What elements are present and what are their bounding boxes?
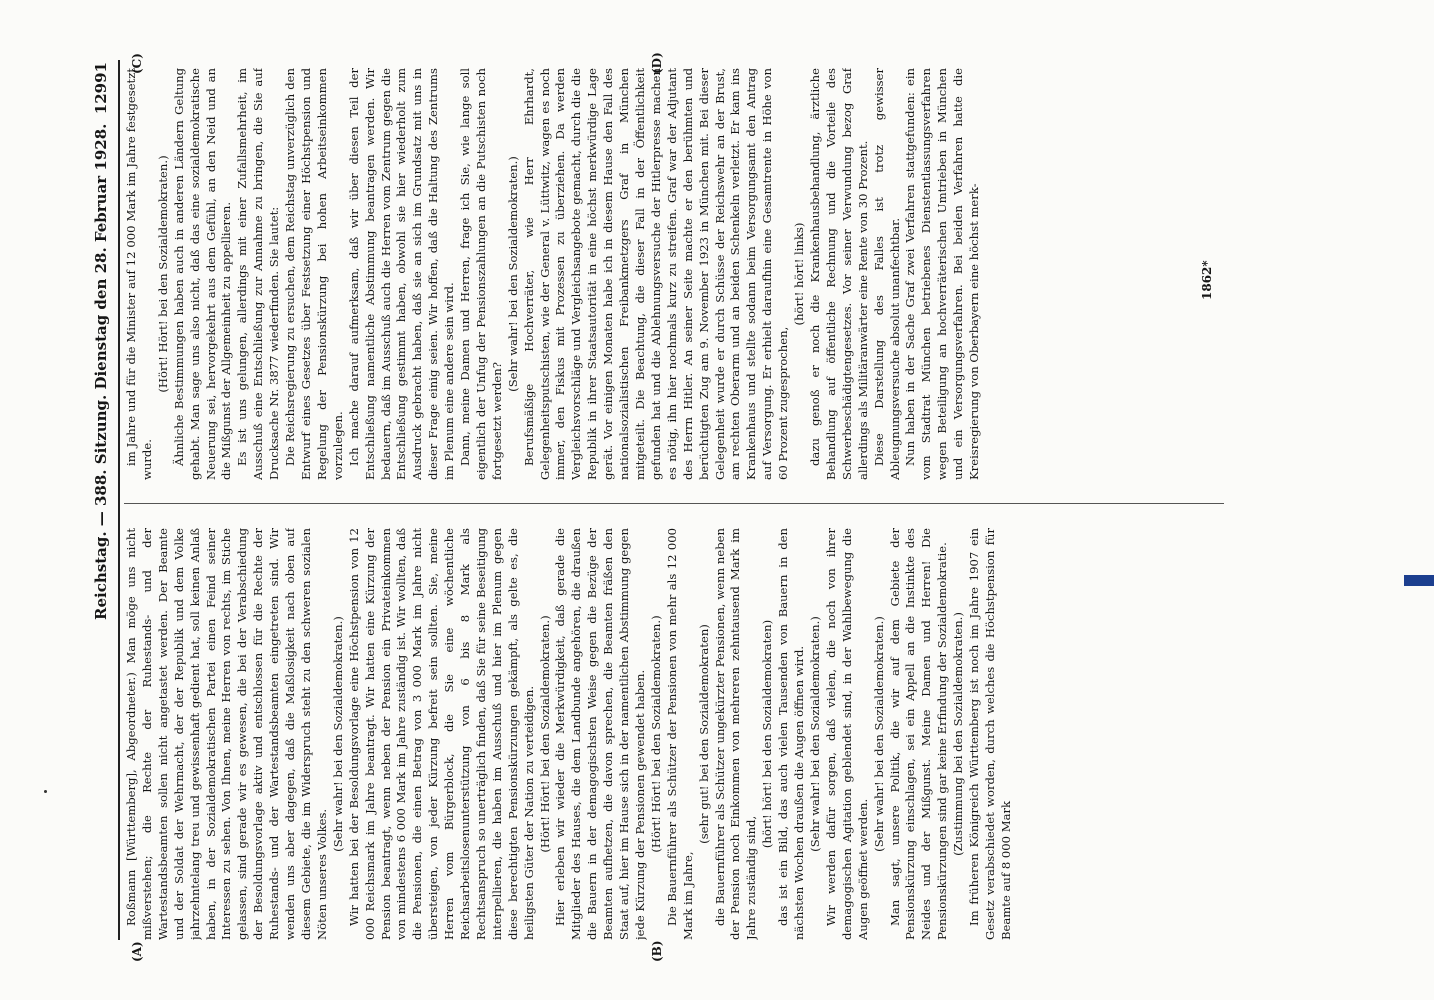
left-column-paragraph: (Sehr wahr! bei den Sozialdemokraten.)	[807, 616, 822, 852]
right-column-paragraph: Die Reichsregierung zu ersuchen, dem Reichstag unverzüglich den Entwurf eines Gesetzes über Festsetzung einer Höchstpension und Regelung der Pensionskürzung bei hohen Arbeitseinkommen vorzulegen.	[283, 68, 345, 480]
left-column-paragraph: (Zustimmung bei den Sozialdemokraten.)	[951, 612, 966, 856]
right-column-paragraph: Ähnliche Bestimmungen haben auch in anderen Ländern Geltung gehabt. Man sage uns also nicht, daß das eine sozialdemokratische Neuerung sei, hervorgekehrt aus dem Gefühl, an den Neid und an die Mißgunst der Allgemeinheit zu appellieren.	[171, 68, 234, 480]
margin-marker-a: (A)	[130, 941, 144, 962]
left-column-paragraph: die Bauernführer als Schützer ungekürzter Pensionen, wenn neben der Pension noch Einkommen von mehreren zehntausend Mark im Jahre zuständig sind,	[712, 528, 759, 940]
left-column-paragraph: Wir werden dafür sorgen, daß vielen, die noch von ihrer demagogischen Agitation geblendet sind, in der Wahlbewegung die Augen geöffnet werden.	[823, 528, 870, 940]
rotated-page-content	[90, 52, 1230, 962]
dfg-logo	[1404, 575, 1434, 586]
right-column-paragraph: (Sehr wahr! bei den Sozialdemokraten.)	[505, 156, 520, 392]
right-column-paragraph: Nun haben in der Sache Graf zwei Verfahren stattgefunden: ein vom Stadtrat München betriebenes Dienstentlassungsverfahren wegen Beteiligung an hochverräterischen Umtrieben in München und ein Versorgungsverfahren. Bei beiden Verfahren hatte die Kreisregierung von Oberbayern eine höchst merk-	[903, 68, 982, 480]
left-column-paragraph: Hier erleben wir wieder die Merkwürdigkeit, daß gerade die Mitglieder des Hauses, die dem Landbunde angehören, die draußen die Bauern in der demagogischsten Weise gegen die Bezüge der Beamten aufhetzen, die davon sprechen, die Beamten fräßen den Staat auf, hier im Hause sich in der namentlichen Abstimmung gegen jede Kürzung der Pensionen gewendet haben.	[553, 528, 647, 940]
left-column-paragraph: Im früheren Königreich Württemberg ist noch im Jahre 1907 ein Gesetz verabschiedet worden, durch welches die Höchstpension für Beamte auf 8 000 Mark	[967, 528, 1013, 940]
header-rule	[118, 60, 120, 940]
right-column-paragraph: (hört! hört! links)	[792, 222, 807, 326]
left-column-paragraph: das ist ein Bild, das auch vielen Tausenden von Bauern in den nächsten Wochen draußen die Augen öffnen wird.	[776, 528, 807, 940]
right-column-paragraph: im Jahre und für die Minister auf 12 000 Mark im Jahre festgesetzt wurde.	[124, 68, 154, 480]
header-title: Reichstag. — 388. Sitzung. Dienstag den 28. Februar 1928.	[92, 123, 110, 620]
left-column-paragraph: (hört! hört! bei den Sozialdemokraten)	[760, 619, 775, 849]
right-column-paragraph: Berufsmäßige Hochverräter, wie Herr Ehrhardt, Gelegenheitsputschisten, wie der General v. Lüttwitz, wagen es noch immer, den Fiskus mit Prozessen zu überziehen. Da werden Vergleichsvorschläge und Vergleichsangebote gemacht, durch die die Republik in ihrer Staatsautorität in eine höchst merkwürdige Lage gerät. Vor einigen Monaten habe ich in diesem Hause den Fall des nationalsozialistischen Freibankmetzgers Graf in München mitgeteilt. Die Beachtung, die dieser Fall in der Öffentlichkeit gefunden hat und die Ablehnungsversuche der Hitlerpresse machen es nötig, ihn hier nochmals kurz zu streifen. Graf war der Adjutant des Herrn Hitler. An seiner Seite machte er den berühmten und berüchtigten Zug am 9. November 1923 in München mit. Bei dieser Gelegenheit wurde er durch Schüsse der Reichswehr an der Brust, am rechten Oberarm und an beiden Schenkeln verletzt. Er kam ins Krankenhaus und stellte sodann beim Versorgungsamt den Antrag auf Versorgung. Er erhielt daraufhin eine Gesamtrente in Höhe von 60 Prozent zugesprochen,	[521, 68, 791, 480]
margin-marker-c: (C)	[130, 53, 144, 74]
right-column-paragraph: Diese Darstellung des Falles ist trotz gewisser Ableugnungsversuche absolut unanfechtbar.	[871, 68, 902, 480]
left-column	[124, 528, 1224, 940]
right-column-paragraph: Dann, meine Damen und Herren, frage ich Sie, wie lange soll eigentlich der Unfug der Pensionszahlungen an die Putschisten noch fortgesetzt werden?	[458, 68, 504, 480]
speck	[44, 790, 47, 793]
right-column-paragraph: Ich mache darauf aufmerksam, daß wir über diesen Teil der Entschließung namentliche Abstimmung beantragen werden. Wir bedauern, daß im Ausschuß auch die Herren vom Zentrum gegen die Entschließung gestimmt haben, obwohl sie hier wiederholt zum Ausdruck gebracht haben, daß sie an sich im Grundsatz mit uns in dieser Frage einig seien. Wir hoffen, daß die Haltung des Zentrums im Plenum eine andere sein wird.	[346, 68, 457, 480]
margin-marker-b: (B)	[650, 940, 664, 962]
left-column-paragraph: Wir hatten bei der Besoldungsvorlage eine Höchstpension von 12 000 Reichsmark im Jahre beantragt. Wir hatten eine Kürzung der Pension beantragt, wenn neben der Pension ein Privateinkommen von mindestens 6 000 Mark im Jahre zuständig ist. Wir wollten, daß die Pensionen, die einen Betrag von 3 000 Mark im Jahre nicht übersteigen, von jeder Kürzung befreit sein sollten. Sie, meine Herren vom Bürgerblock, die Sie eine wöchentliche Reichsarbeitslosenunterstützung von 6 bis 8 Mark als Rechtsanspruch so unerträglich finden, daß Sie für seine Beseitigung interpellieren, die haben im Ausschuß und hier im Plenum gegen diese berechtigten Pensionskürzungen gekämpft, als gelte es, die heiligsten Güter der Nation zu verteidigen.	[346, 528, 536, 940]
left-column-paragraph: Roßmann [Württemberg], Abgeordneter.) Man möge uns nicht mißverstehen; die Rechte der Ruhestands- und der Wartestandsbeamten sollen nicht angetastet werden. Der Beamte und der Soldat der Wehrmacht, der der Republik und dem Volke jahrzehntelang treu und gewissenhaft gedient hat, soll keinen Anlaß haben, in der Sozialdemokratischen Partei einen Feind seiner Interessen zu sehen. Von Ihnen, meine Herren von rechts, im Stiche gelassen, sind gerade wir es gewesen, die bei der Verabschiedung der Besoldungsvorlage aktiv und entschlossen für die Rechte der Ruhestands- und der Wartestandsbeamten eingetreten sind. Wir wenden uns aber dagegen, daß die Maßlosigkeit nach oben auf diesem Gebiete, die im Widerspruch steht zu den schweren sozialen Nöten unseres Volkes.	[124, 528, 329, 940]
page-number: 12991	[92, 62, 110, 115]
left-column-paragraph: Die Bauernführer als Schützer der Pensionen von mehr als 12 000 Mark im Jahre,	[664, 528, 695, 940]
right-column-paragraph: Es ist uns gelungen, allerdings mit einer Zufallsmehrheit, im Ausschuß eine Entschließung zur Annahme zu bringen, die Sie auf Drucksache Nr. 3877 wiederfinden. Sie lautet:	[235, 68, 282, 480]
sheet-mark: 1862*	[1200, 260, 1214, 300]
margin-marker-d: (D)	[650, 52, 664, 74]
left-column-paragraph: (Sehr wahr! bei den Sozialdemokraten.)	[330, 616, 345, 852]
right-column-paragraph: dazu genoß er noch die Krankenhausbehandlung, ärztliche Behandlung auf öffentliche Rechnung und die Vorteile des Schwerbeschädigtengesetzes. Vor seiner Verwundung bezog Graf allerdings als Militäranwärter eine Rente von 30 Prozent.	[807, 68, 870, 480]
right-column-paragraph: (Hört! Hört! bei den Sozialdemokraten.)	[155, 155, 170, 393]
column-divider	[124, 503, 1224, 504]
left-column-paragraph: (sehr gut! bei den Sozialdemokraten)	[696, 624, 711, 844]
left-column-paragraph: (Sehr wahr! bei den Sozialdemokraten.)	[871, 616, 886, 852]
left-column-paragraph: Man sagt, unsere Politik, die wir auf dem Gebiete der Pensionskürzung einschlagen, sei ein Appell an die Instinkte des Neides und der Mißgunst. Meine Damen und Herren! Die Pensionskürzungen sind gar keine Erfindung der Sozialdemokratie.	[887, 528, 950, 940]
left-column-paragraph: (Hört! Hört! bei den Sozialdemokraten.)	[537, 615, 552, 853]
right-column	[124, 68, 1224, 480]
left-column-paragraph: (Hört! Hört! bei den Sozialdemokraten.)	[648, 615, 663, 853]
digitization-credit	[1410, 10, 1430, 590]
page-header	[90, 60, 116, 940]
